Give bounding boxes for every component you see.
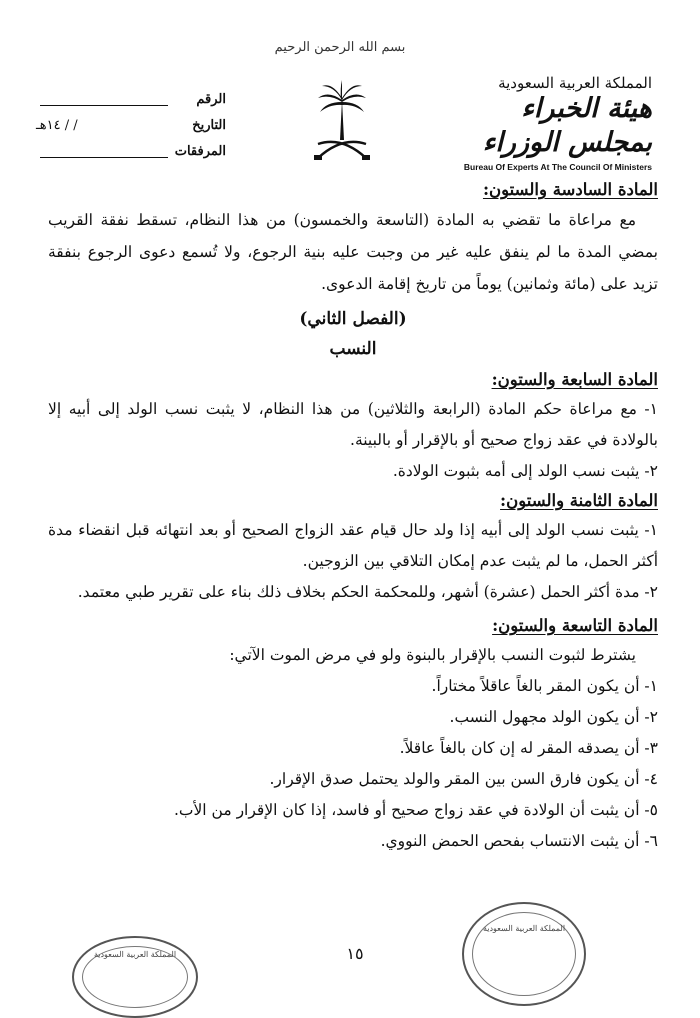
article-67-item: ٢- يثبت نسب الولد إلى أمه بثبوت الولادة. [392, 462, 658, 480]
article-69-item: ٦- أن يثبت الانتساب بفحص الحمض النووي. [380, 832, 658, 850]
article-66-title: المادة السادسة والستون: [482, 180, 658, 199]
kingdom-name: المملكة العربية السعودية [498, 74, 652, 92]
number-label: الرقم [196, 91, 226, 107]
number-row [36, 86, 226, 112]
letter-meta [36, 86, 226, 164]
article-69-title: المادة التاسعة والستون: [492, 616, 658, 635]
saudi-emblem-icon [312, 78, 372, 168]
basmala: بسم الله الرحمن الرحيم [274, 40, 406, 55]
document-body [48, 176, 658, 857]
bureau-name-english: Bureau Of Experts At The Council Of Ministers [463, 162, 652, 172]
number-blank-line [40, 93, 168, 106]
bureau-name-arabic: هيئة الخبراء بمجلس الوزراء [482, 93, 652, 158]
chapter-subtitle: النسب [329, 339, 377, 359]
article-67-item: ١- مع مراعاة حكم المادة (الرابعة والثلاثين) من هذا النظام، لا يثبت نسب الولد إلى أبيه إلا بالولادة في عقد زواج صحيح أو بالإقرار أو بالبينة. [48, 400, 658, 449]
article-66-text: مع مراعاة ما تقضي به المادة (التاسعة والخمسون) من هذا النظام، تسقط نفقة القريب بمضي المدة ما لم ينفق عليه غير من وجبت عليه بنية الرجوع، ولا تُسمع دعوى الرجوع بنفقة تزيد على (مائة وثمانين) يوماً من تاريخ إقامة الدعوى. [48, 211, 658, 293]
article-69-item: ٤- أن يكون فارق السن بين المقر والولد يحتمل صدق الإقرار. [269, 770, 658, 788]
chapter-title: (الفصل الثاني) [299, 309, 407, 329]
attachments-row [36, 138, 226, 164]
article-69-intro: يشترط لثبوت النسب بالإقرار بالبنوة ولو في مرض الموت الآتي: [229, 646, 636, 664]
date-row [36, 112, 226, 138]
date-label: التاريخ [192, 117, 226, 133]
stamp-left-text: المملكة العربية السعودية [93, 950, 177, 959]
official-stamp-right [462, 902, 586, 1006]
attachments-blank-line [40, 145, 168, 158]
article-68-item: ١- يثبت نسب الولد إلى أبيه إذا ولد حال قيام عقد الزواج الصحيح أو بعد انتهائه قبل انقضاء مدة أكثر الحمل، ما لم يثبت عدم إمكان التلاقي بين الزوجين. [48, 521, 658, 570]
article-67-title: المادة السابعة والستون: [491, 370, 658, 389]
stamp-right-text: المملكة العربية السعودية [482, 924, 566, 933]
page-number: ١٥ [346, 944, 364, 963]
date-value: / / ١٤هـ [36, 117, 78, 133]
attachments-label: المرفقات [174, 143, 226, 159]
article-69-item: ٥- أن يثبت أن الولادة في عقد زواج صحيح أو فاسد، إذا كان الإقرار من الأب. [173, 801, 658, 819]
article-69-item: ٣- أن يصدقه المقر له إن كان بالغاً عاقلاً. [399, 739, 658, 757]
article-69-item: ٢- أن يكون الولد مجهول النسب. [449, 708, 658, 726]
article-68-title: المادة الثامنة والستون: [500, 491, 658, 510]
letterhead [442, 74, 652, 172]
article-68-item: ٢- مدة أكثر الحمل (عشرة) أشهر، وللمحكمة الحكم بخلاف ذلك بناء على تقرير طبي معتمد. [77, 583, 658, 601]
official-stamp-left [72, 936, 198, 1018]
article-69-item: ١- أن يكون المقر بالغاً عاقلاً مختاراً. [431, 677, 658, 695]
